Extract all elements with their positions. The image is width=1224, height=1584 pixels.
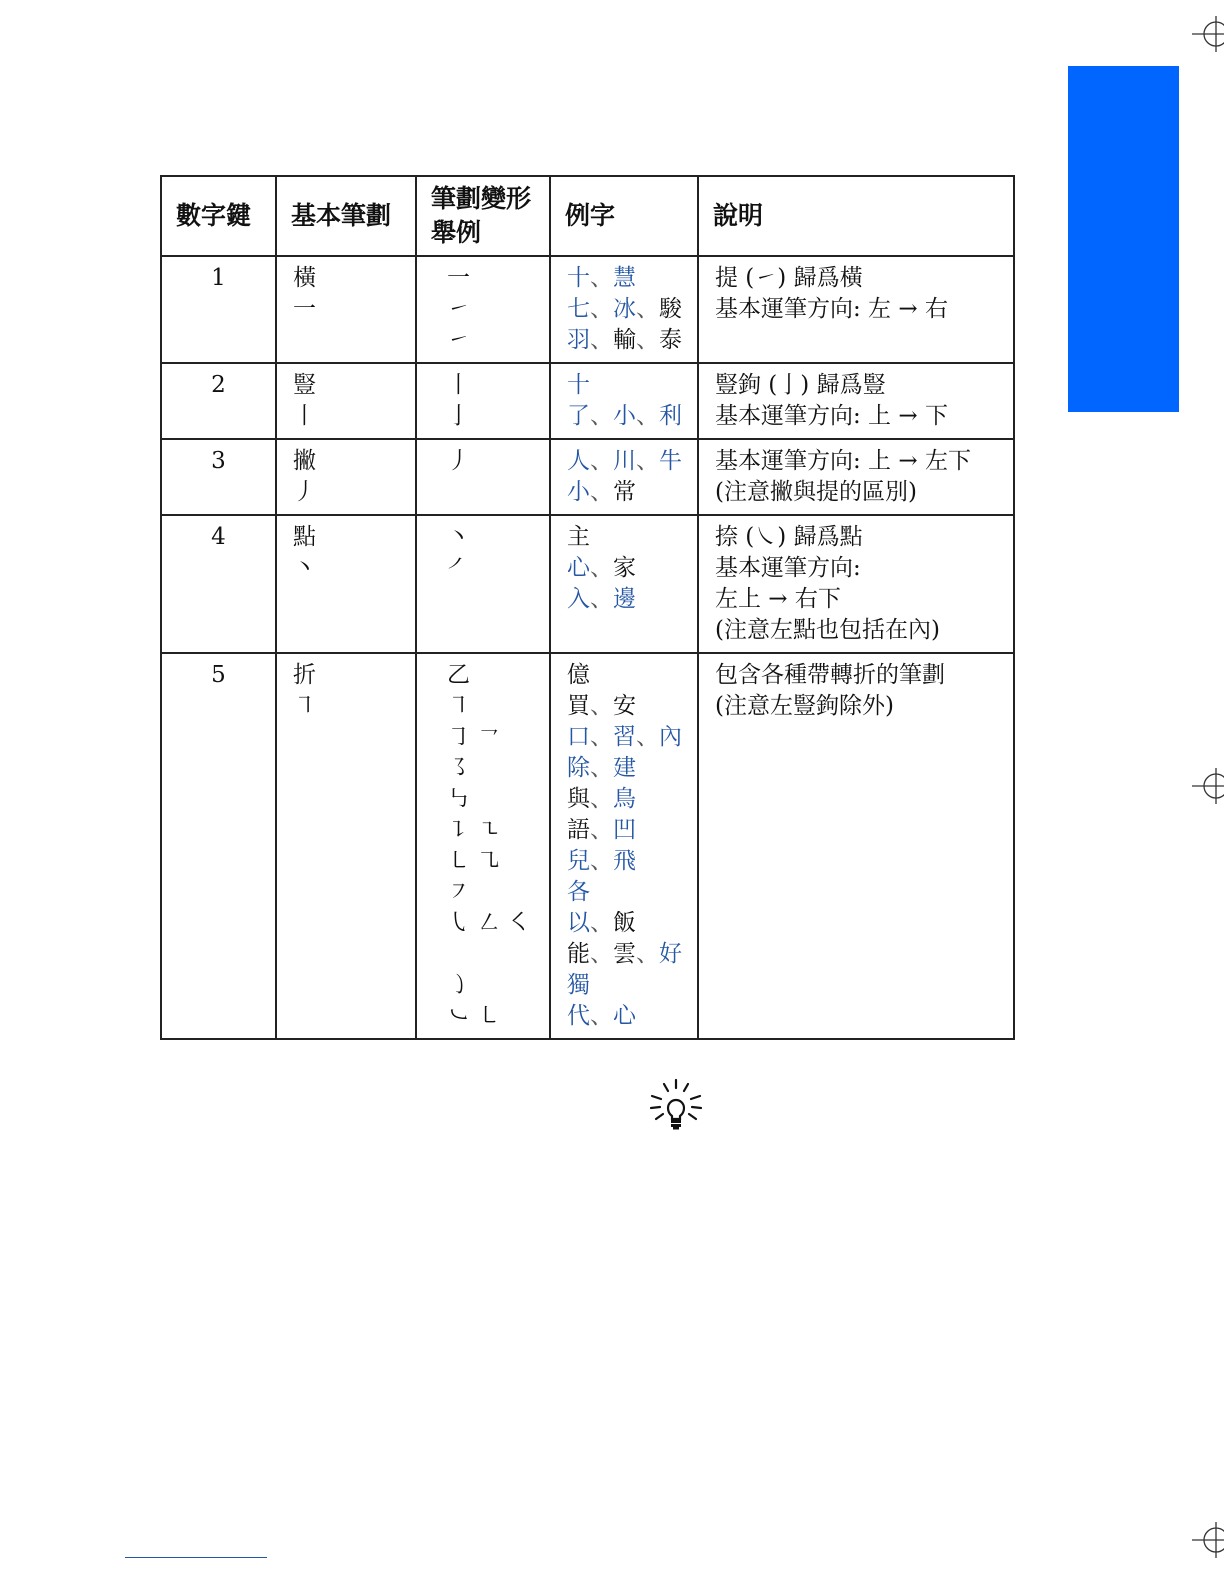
example-line	[567, 263, 683, 294]
example-character: 七	[567, 296, 590, 322]
example-character: 慧	[613, 265, 636, 291]
stroke-variant-line: 亅	[447, 403, 470, 429]
example-character: 獨	[567, 972, 590, 998]
example-separator: 、	[590, 848, 613, 874]
cell-examples	[550, 515, 698, 653]
cell-description	[698, 256, 1014, 363]
example-separator: 、	[590, 586, 613, 612]
stroke-variant-line: ㇕	[447, 693, 470, 719]
cell-basic-stroke	[276, 363, 416, 439]
example-character: 口	[567, 724, 590, 750]
example-character: 牛	[659, 448, 682, 474]
description-line: 豎鉤 (亅) 歸爲豎	[715, 372, 886, 398]
description-line: (注意左豎鉤除外)	[715, 693, 894, 719]
example-separator: 、	[636, 941, 659, 967]
example-character: 習	[613, 724, 636, 750]
cell-description	[698, 363, 1014, 439]
example-line	[567, 660, 683, 691]
example-character: 買	[567, 693, 590, 719]
example-line	[567, 753, 683, 784]
description-line: 基本運筆方向: 上 → 左下	[715, 448, 971, 474]
example-separator: 、	[590, 941, 613, 967]
example-character: 輸	[613, 327, 636, 353]
example-line	[567, 446, 683, 477]
description-line: 左上 → 右下	[715, 586, 841, 612]
example-separator: 、	[590, 724, 613, 750]
cell-stroke-variants	[416, 653, 550, 1039]
table-row	[161, 515, 1014, 653]
example-character: 好	[659, 941, 682, 967]
example-character: 冰	[613, 296, 636, 322]
description-line: 捺 (㇏) 歸爲點	[715, 524, 863, 550]
cell-stroke-variants	[416, 363, 550, 439]
stroke-variant-line: ㇀	[447, 296, 470, 322]
header-variants-line: 舉例	[431, 218, 482, 247]
stroke-variant-line	[447, 939, 535, 970]
example-character: 除	[567, 755, 590, 781]
example-line	[567, 325, 683, 356]
example-character: 小	[613, 403, 636, 429]
example-separator: 、	[590, 1003, 613, 1029]
example-character: 兒	[567, 848, 590, 874]
example-line	[567, 477, 683, 508]
example-line	[567, 370, 683, 401]
cell-stroke-variants	[416, 256, 550, 363]
example-character: 鳥	[613, 786, 636, 812]
example-separator: 、	[590, 786, 613, 812]
basic-stroke-line: 撇	[293, 448, 316, 474]
basic-stroke-line: 丶	[293, 555, 316, 581]
stroke-variant-line: ㇉	[447, 786, 470, 812]
stroke-variant-line: 一	[447, 265, 470, 291]
cell-examples	[550, 439, 698, 515]
example-character: 家	[613, 555, 636, 581]
header-description: 說明	[698, 176, 1014, 256]
header-key: 數字鍵	[161, 176, 276, 256]
basic-stroke-line: 丿	[293, 479, 316, 505]
example-separator: 、	[590, 327, 613, 353]
example-line	[567, 815, 683, 846]
cell-description	[698, 515, 1014, 653]
registration-mark-icon	[1190, 766, 1224, 806]
example-character: 人	[567, 448, 590, 474]
example-line	[567, 294, 683, 325]
example-character: 內	[659, 724, 682, 750]
description-line: (注意撇與提的區別)	[715, 479, 917, 505]
example-character: 川	[613, 448, 636, 474]
cell-basic-stroke	[276, 653, 416, 1039]
example-line	[567, 1001, 683, 1032]
basic-stroke-line: 一	[293, 296, 316, 322]
basic-stroke-line: 折	[293, 662, 316, 688]
basic-stroke-line: 橫	[293, 265, 316, 291]
example-line	[567, 722, 683, 753]
cell-key: 4	[161, 515, 276, 653]
example-character: 億	[567, 662, 590, 688]
example-character: 小	[567, 479, 590, 505]
cell-examples	[550, 363, 698, 439]
example-line	[567, 691, 683, 722]
description-line: 基本運筆方向: 上 → 下	[715, 403, 948, 429]
example-character: 飯	[613, 910, 636, 936]
example-separator: 、	[590, 693, 613, 719]
example-line	[567, 522, 683, 553]
stroke-variant-line: ㇁	[447, 972, 470, 998]
example-separator: 、	[590, 265, 613, 291]
footer-rule	[125, 1557, 267, 1558]
example-character: 常	[613, 479, 636, 505]
cell-examples	[550, 653, 698, 1039]
example-line	[567, 784, 683, 815]
example-separator: 、	[636, 327, 659, 353]
header-variants-line: 筆劃變形	[431, 184, 532, 213]
registration-mark-icon	[1190, 14, 1224, 54]
stroke-variant-line: ㇌	[447, 755, 470, 781]
example-character: 泰	[659, 327, 682, 353]
stroke-variant-line: 丿	[447, 448, 470, 474]
example-character: 心	[567, 555, 590, 581]
example-character: 十	[567, 265, 590, 291]
example-character: 能	[567, 941, 590, 967]
stroke-variant-line: ㇇	[447, 879, 470, 905]
basic-stroke-line: 丨	[293, 403, 316, 429]
cell-stroke-variants	[416, 439, 550, 515]
example-line	[567, 553, 683, 584]
stroke-variant-line: ㇀	[447, 327, 470, 353]
example-line	[567, 877, 683, 908]
cell-basic-stroke	[276, 439, 416, 515]
example-character: 安	[613, 693, 636, 719]
example-character: 主	[567, 524, 590, 550]
table-row	[161, 256, 1014, 363]
stroke-variant-line: 丶	[447, 524, 470, 550]
table-header-row	[161, 176, 1014, 256]
header-examples: 例字	[550, 176, 698, 256]
registration-mark-icon	[1190, 1520, 1224, 1560]
example-character: 語	[567, 817, 590, 843]
cell-examples	[550, 256, 698, 363]
example-character: 凹	[613, 817, 636, 843]
example-line	[567, 401, 683, 432]
stroke-variant-line: ㇃ ㇄	[447, 1003, 501, 1029]
example-character: 心	[613, 1003, 636, 1029]
example-line	[567, 970, 683, 1001]
example-separator: 、	[590, 555, 613, 581]
table-row	[161, 363, 1014, 439]
cell-key: 1	[161, 256, 276, 363]
stroke-variant-line: ㇂ ㇜ ㇛	[447, 910, 531, 936]
description-line: 基本運筆方向: 左 → 右	[715, 296, 948, 322]
example-character: 代	[567, 1003, 590, 1029]
description-line: (注意左點也包括在內)	[715, 617, 940, 643]
stroke-variant-line: ㇄ ㇈	[447, 848, 501, 874]
example-character: 利	[659, 403, 682, 429]
example-line	[567, 846, 683, 877]
example-separator: 、	[590, 479, 613, 505]
header-stroke-variants	[416, 176, 550, 256]
cell-basic-stroke	[276, 515, 416, 653]
example-separator: 、	[590, 755, 613, 781]
example-separator: 、	[590, 403, 613, 429]
example-line	[567, 584, 683, 615]
example-line	[567, 939, 683, 970]
basic-stroke-line: 點	[293, 524, 316, 550]
lightbulb-icon	[648, 1078, 704, 1130]
example-separator: 、	[590, 817, 613, 843]
example-character: 雲	[613, 941, 636, 967]
example-separator: 、	[636, 448, 659, 474]
example-separator: 、	[636, 724, 659, 750]
cell-key: 3	[161, 439, 276, 515]
description-line: 基本運筆方向:	[715, 555, 861, 581]
table-row	[161, 653, 1014, 1039]
example-character: 了	[567, 403, 590, 429]
cell-description	[698, 439, 1014, 515]
example-character: 邊	[613, 586, 636, 612]
example-character: 飛	[613, 848, 636, 874]
table-row	[161, 439, 1014, 515]
example-character: 十	[567, 372, 590, 398]
cell-key: 5	[161, 653, 276, 1039]
example-character: 與	[567, 786, 590, 812]
cell-description	[698, 653, 1014, 1039]
stroke-variant-line: 丨	[447, 372, 470, 398]
cell-key: 2	[161, 363, 276, 439]
example-character: 各	[567, 879, 590, 905]
stroke-variant-line: 乙	[447, 662, 470, 688]
stroke-table	[160, 175, 1015, 1040]
example-character: 建	[613, 755, 636, 781]
basic-stroke-line: 豎	[293, 372, 316, 398]
basic-stroke-line: ㇕	[293, 693, 316, 719]
description-line: 包含各種帶轉折的筆劃	[715, 662, 945, 688]
stroke-variant-line: ㇆ ㇖	[447, 724, 501, 750]
example-separator: 、	[590, 910, 613, 936]
example-separator: 、	[590, 448, 613, 474]
example-line	[567, 908, 683, 939]
example-character: 入	[567, 586, 590, 612]
stroke-variant-line: ㇊ ㇍	[447, 817, 501, 843]
stroke-variant-line: ㇒	[447, 555, 470, 581]
chapter-side-tab	[1068, 66, 1179, 412]
cell-stroke-variants	[416, 515, 550, 653]
example-separator: 、	[636, 296, 659, 322]
example-character: 駿	[659, 296, 682, 322]
cell-basic-stroke	[276, 256, 416, 363]
example-separator: 、	[590, 296, 613, 322]
example-separator: 、	[636, 403, 659, 429]
description-line: 提 (㇀) 歸爲橫	[715, 265, 863, 291]
header-basic-stroke: 基本筆劃	[276, 176, 416, 256]
example-character: 以	[567, 910, 590, 936]
example-character: 羽	[567, 327, 590, 353]
